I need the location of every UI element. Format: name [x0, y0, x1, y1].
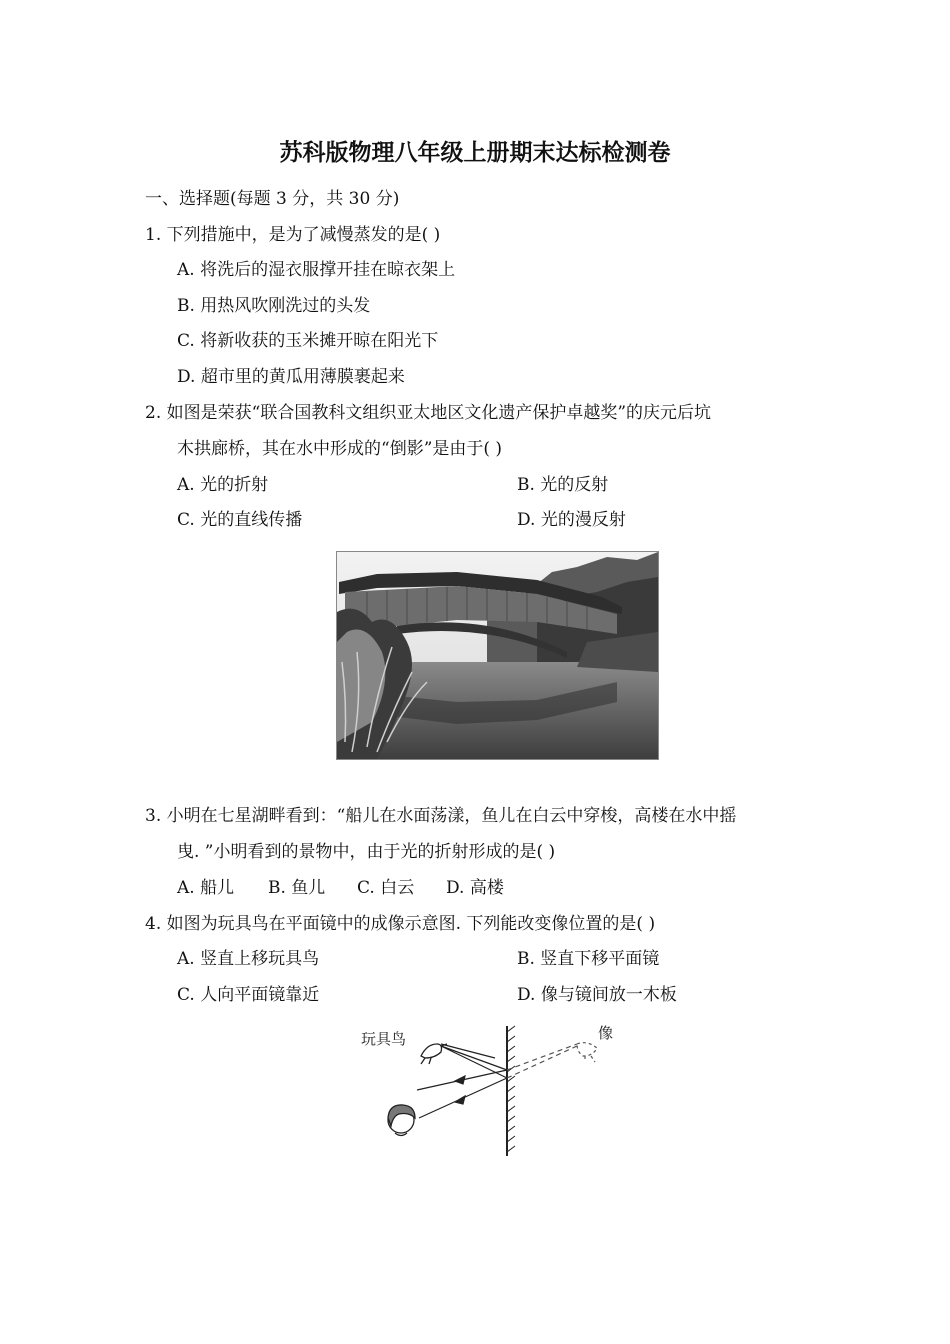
- question-3-option-a: A. 船儿: [177, 878, 235, 898]
- question-2-option-a: A. 光的折射: [177, 475, 269, 495]
- incident-rays: [441, 1044, 507, 1078]
- question-1-option-c: C. 将新收获的玉米摊开晾在阳光下: [177, 331, 439, 351]
- image-label: 像: [598, 1025, 614, 1042]
- question-1-option-a: A. 将洗后的湿衣服撑开挂在晾衣架上: [177, 260, 456, 280]
- question-2-option-d: D. 光的漫反射: [517, 510, 626, 530]
- question-4-option-a: A. 竖直上移玩具鸟: [177, 949, 320, 969]
- covered-bridge-photo: [336, 551, 659, 760]
- question-3-option-d: D. 高楼: [446, 878, 504, 898]
- question-3-option-b: B. 鱼儿: [268, 878, 326, 898]
- virtual-image-bird: [577, 1043, 597, 1062]
- reflected-rays: [417, 1070, 507, 1118]
- section-heading: 一、选择题(每题 3 分，共 30 分): [145, 189, 400, 209]
- question-1-option-b: B. 用热风吹刚洗过的头发: [177, 296, 371, 316]
- question-1-option-d: D. 超市里的黄瓜用薄膜裹起来: [177, 367, 405, 387]
- virtual-rays: [507, 1044, 577, 1078]
- question-3-stem-line2: 曳. ”小明看到的景物中，由于光的折射形成的是( ): [177, 842, 556, 862]
- question-4-option-b: B. 竖直下移平面镜: [517, 949, 660, 969]
- page-title: 苏科版物理八年级上册期末达标检测卷: [279, 140, 671, 166]
- question-3-stem-line1: 3. 小明在七星湖畔看到：“船儿在水面荡漾，鱼儿在白云中穿梭，高楼在水中摇: [145, 806, 737, 826]
- question-3-option-c: C. 白云: [357, 878, 415, 898]
- toy-bird-label: 玩具鸟: [361, 1031, 407, 1048]
- question-1-stem: 1. 下列措施中，是为了减慢蒸发的是( ): [145, 225, 441, 245]
- plane-mirror-diagram: [355, 1018, 625, 1160]
- person-head: [388, 1105, 415, 1136]
- question-4-option-d: D. 像与镜间放一木板: [517, 985, 677, 1005]
- question-2-stem-line1: 2. 如图是荣获“联合国教科文组织亚太地区文化遗产保护卓越奖”的庆元后坑: [145, 403, 712, 423]
- question-4-option-c: C. 人向平面镜靠近: [177, 985, 320, 1005]
- plane-mirror: [507, 1026, 515, 1156]
- question-2-option-b: B. 光的反射: [517, 475, 609, 495]
- question-2-stem-line2: 木拱廊桥，其在水中形成的“倒影”是由于( ): [177, 439, 503, 459]
- question-2-option-c: C. 光的直线传播: [177, 510, 303, 530]
- question-4-stem: 4. 如图为玩具鸟在平面镜中的成像示意图. 下列能改变像位置的是( ): [145, 914, 656, 934]
